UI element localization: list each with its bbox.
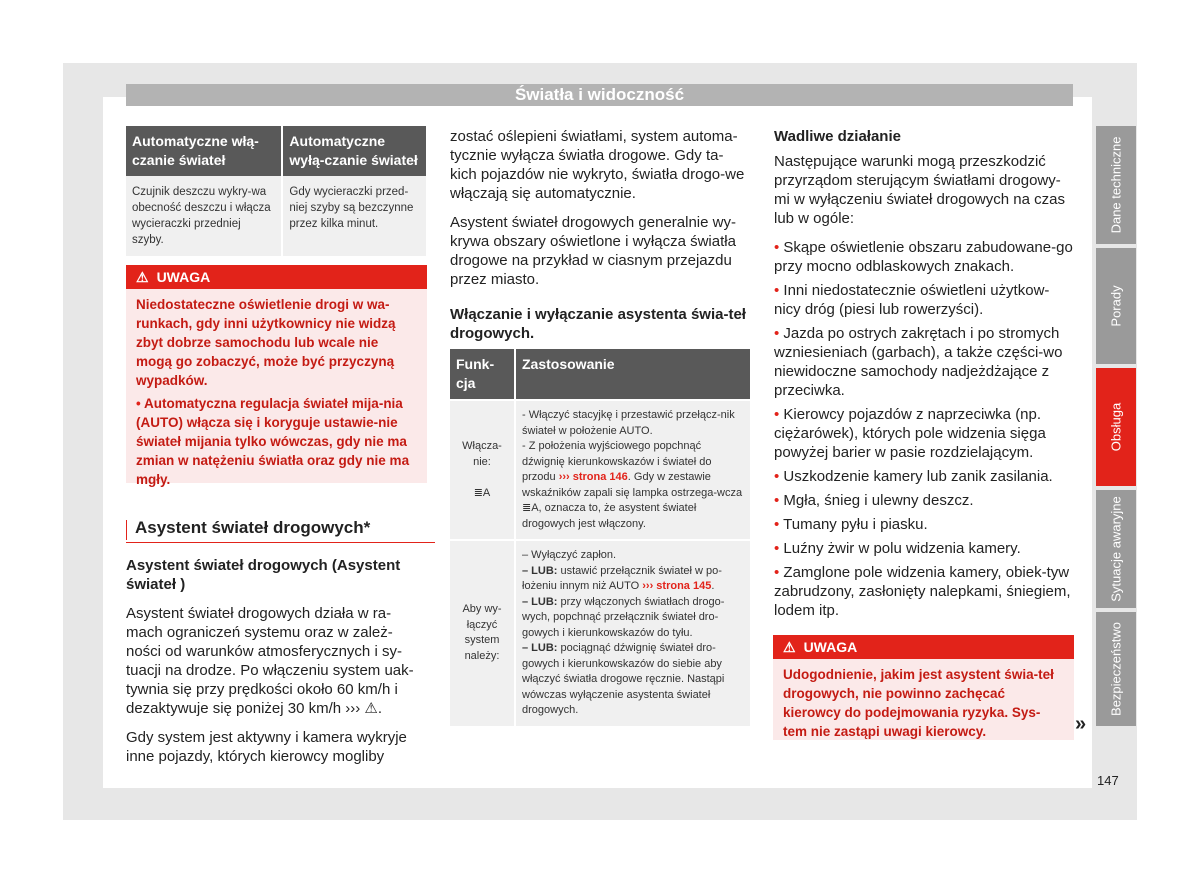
cell-text: ustawić przełącznik świateł w po-łożeniu innym niż AUTO (522, 564, 722, 592)
chapter-header: Światła i widoczność (126, 84, 1073, 106)
body-paragraph: Następujące warunki mogą przeszkodzić przyrządom sterującym światłami drogowy-mi w wyłączeniu świateł drogowych na czas lub w ogóle: (774, 153, 1065, 227)
list-item: • Jazda po ostrych zakrętach i po stromych wzniesieniach (garbach), a także części-wo niewidoczne samochody nadjeżdżające z przeciwka. (774, 325, 1063, 399)
table-header: Funk-cja (450, 349, 515, 400)
cell-text: – LUB: (522, 642, 558, 654)
table-header: Zastosowanie (515, 349, 750, 400)
warning-text: Udogodnienie, jakim jest asystent świa-teł drogowych, nie powinno zachęcać kierowcy do podejmowania ryzyka. Sys-tem nie zastąpi uwagi kierowcy. (783, 667, 1054, 739)
tab-porady[interactable]: Porady (1096, 248, 1136, 364)
tab-bezpieczenstwo[interactable]: Bezpieczeństwo (1096, 612, 1136, 726)
auto-lights-table (126, 126, 426, 256)
assistant-function-table (450, 349, 750, 726)
warning-text: Niedostateczne oświetlenie drogi w wa-runkach, gdy inni użytkownicy nie widzą zbyt dobrze samochodu lub wcale nie mogą go zobaczyć, może być przyczyną wypadków. (136, 297, 396, 388)
list-item: • Mgła, śnieg i ulewny deszcz. (774, 492, 974, 509)
warning-box (773, 635, 1074, 740)
cell-text: – Wyłączyć zapłon. (522, 549, 617, 561)
tab-sytuacje-awaryjne[interactable]: Sytuacje awaryjne (1096, 490, 1136, 608)
page-frame-left (63, 63, 103, 820)
cell-text: przy włączonych światłach drogo-wych, popchnąć przełącznik świateł dro-gowych i kierunkowskazów do tyłu. (522, 595, 725, 639)
warning-triangle-icon: ⚠ (136, 269, 149, 285)
body-paragraph: Asystent świateł drogowych działa w ra-mach ograniczeń systemu oraz w zależ-ności od warunków atmosferycznych i sy-tuacji na drodze. Po włączeniu system uak-tywnia się przy prędkości około 60 km/h i dezaktywuje się poniżej 30 km/h ››› ⚠. (126, 605, 414, 717)
subsection-title: Asystent świateł drogowych (Asystent świateł ) (126, 557, 401, 593)
warning-box (126, 265, 427, 487)
list-item: • Uszkodzenie kamery lub zanik zasilania. (774, 468, 1053, 485)
cell-text: – LUB: (522, 564, 558, 577)
page-frame-bottom (63, 788, 1137, 820)
list-item: • Luźny żwir w polu widzenia kamery. (774, 540, 1021, 557)
cell-text: pociągnąć dźwignię świateł dro-gowych i kierunkowskazów do siebie aby włączyć światła drogowe ręcznie. Nastąpi wówczas wyłączenie asystenta świateł drogowych. (522, 642, 725, 716)
warning-header (773, 635, 1074, 659)
subsection-title: Wadliwe działanie (774, 128, 901, 145)
row-label-text: Włącza-nie: (462, 440, 502, 468)
subsection-title: Włączanie i wyłączanie asystenta świa-teł drogowych. (450, 306, 746, 342)
body-paragraph: Gdy system jest aktywny i kamera wykryje inne pojazdy, których kierowcy mogliby (126, 729, 407, 765)
cell-text: - Włączyć stacyjkę i przestawić przełącz-nik świateł w położenie AUTO. (522, 409, 735, 437)
table-cell: – Wyłączyć zapłon. – LUB: ustawić przełącznik świateł w po-łożeniu innym niż AUTO ››› strona 145. – LUB: przy włączonych światłach drogo-wych, popchnąć przełącznik świateł dro-gowych i kierunkowskazów do tyłu. – LUB: pociągnąć dźwignię świateł dro-gowych i kierunkowskazów do siebie aby włączyć światła drogowe ręcznie. Nastąpi wówczas wyłączenie asystenta świateł drogowych. (515, 540, 750, 726)
malfunction-list (774, 238, 1074, 620)
high-beam-assist-icon: ≣A (473, 486, 491, 499)
bullet-icon: • (136, 396, 144, 411)
table-cell: Czujnik deszczu wykry-wa obecność deszczu i włącza wycieraczki przedniej szyby. (126, 176, 282, 256)
page-reference-link[interactable]: ››› strona 145 (642, 580, 712, 592)
list-item: • Kierowcy pojazdów z naprzeciwka (np. ciężarówek), których pole widzenia sięga powyżej barier w pasie rozdzielającym. (774, 406, 1046, 461)
warning-text: Automatyczna regulacja świateł mija-nia (AUTO) włącza się i koryguje ustawie-nie świateł mijania tylko wówczas, gdy nie ma zmian w natężeniu światła oraz gdy nie ma mgły. (136, 396, 410, 487)
list-item: • Zamglone pole widzenia kamery, obiek-tyw zabrudzony, zasłonięty nalepkami, śniegiem, lodem itp. (774, 564, 1071, 619)
list-item: • Inni niedostatecznie oświetleni użytkow-nicy dróg (piesi lub rowerzyści). (774, 282, 1050, 318)
table-header: Automatyczne włą-czanie świateł (126, 126, 282, 176)
tab-dane-techniczne[interactable]: Dane techniczne (1096, 126, 1136, 244)
table-header: Automatyczne wyłą-czanie świateł (282, 126, 426, 176)
warning-triangle-icon: ⚠ (783, 639, 796, 655)
cell-text: - Z położenia wyjściowego popchnąć dźwignię kierunkowskazów i świateł do przodu (522, 440, 712, 483)
body-paragraph: zostać oślepieni światłami, system automa-tycznie wyłącza światła drogowe. Gdy ta-kich pojazdów nie wykryto, światła drogo-we włączają się automatycznie. (450, 128, 745, 202)
table-row-label (450, 400, 515, 540)
tab-obsluga[interactable]: Obsługa (1096, 368, 1136, 486)
list-item: • Tumany pyłu i piasku. (774, 516, 928, 533)
table-row-label: Aby wy-łączyć system należy: (450, 540, 515, 726)
cell-text: – LUB: (522, 595, 558, 608)
page-number: 147 (1097, 773, 1119, 788)
warning-title: UWAGA (803, 639, 858, 655)
page-reference-link[interactable]: ››› strona 146 (558, 471, 628, 483)
continue-mark: » (1075, 713, 1087, 735)
cell-text: . Gdy w zestawie wskaźników zapali się lampka ostrzega-wcza ≣A, oznacza to, że asystent świateł drogowych jest włączony. (522, 471, 743, 530)
table-cell (515, 400, 750, 540)
section-title: Asystent świateł drogowych* (126, 518, 435, 543)
body-paragraph: Asystent świateł drogowych generalnie wy-krywa obszary oświetlone i wyłącza światła drogowe na przykład w ciasnym przejazdu przez miasto. (450, 214, 736, 288)
warning-header (126, 265, 427, 289)
list-item: • Skąpe oświetlenie obszaru zabudowane-go przy mocno odblaskowych znakach. (774, 239, 1073, 275)
table-cell: Gdy wycieraczki przed-niej szyby są bezczynne przez kilka minut. (282, 176, 426, 256)
warning-title: UWAGA (156, 269, 211, 285)
